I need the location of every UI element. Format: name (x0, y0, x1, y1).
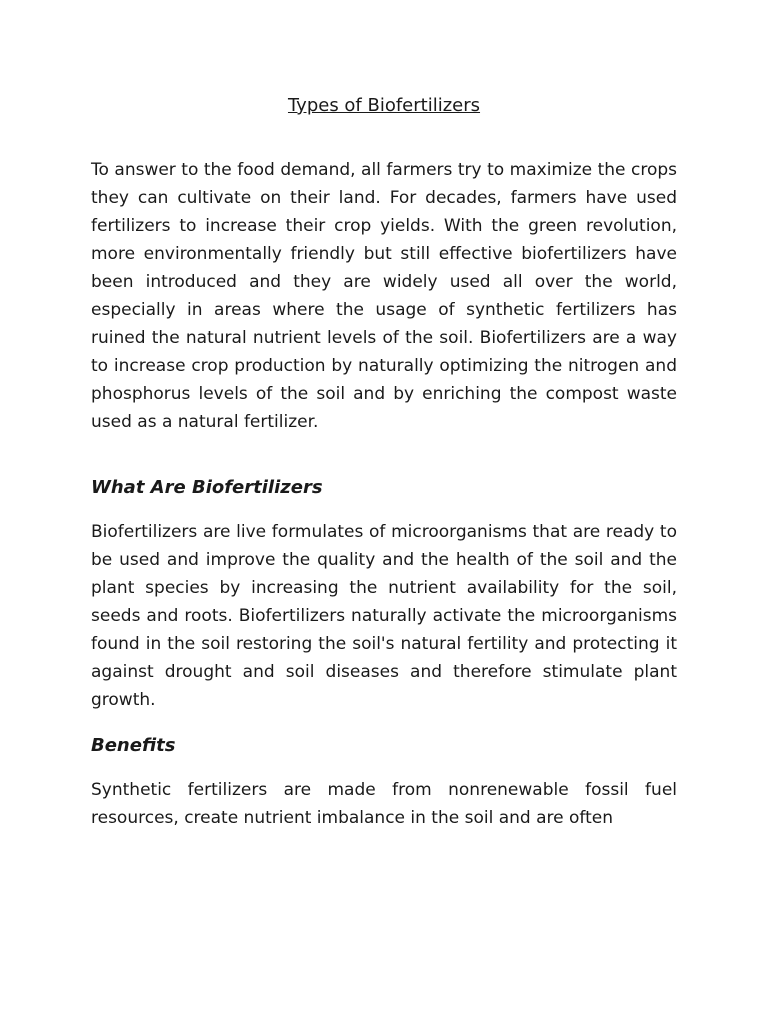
section-heading-what-are-biofertilizers: What Are Biofertilizers (91, 477, 323, 498)
section-paragraph-benefits: Synthetic fertilizers are made from nonrenewable fossil fuel resources, create nutrient imbalance in the soil and are often (91, 780, 677, 828)
document-title: Types of Biofertilizers (287, 95, 481, 116)
section-paragraph-what-are-biofertilizers: Biofertilizers are live formulates of microorganisms that are ready to be used and improve the quality and the health of the soil and the plant species by increasing the nutrient availability for the soil, seeds and roots. Biofertilizers naturally activate the microorganisms found in the soil restoring the soil's natural fertility and protecting it against drought and soil diseases and therefore stimulate plant growth. (91, 522, 677, 710)
section-heading-benefits: Benefits (91, 735, 176, 756)
intro-paragraph: To answer to the food demand, all farmers try to maximize the crops they can cultivate on their land. For decades, farmers have used fertilizers to increase their crop yields. With the green revolution, more environmentally friendly but still effective biofertilizers have been introduced and they are widely used all over the world, especially in areas where the usage of synthetic fertilizers has ruined the natural nutrient levels of the soil. Biofertilizers are a way to increase crop production by naturally optimizing the nitrogen and phosphorus levels of the soil and by enriching the compost waste used as a natural fertilizer. (91, 160, 677, 432)
document-page (91, 92, 677, 832)
